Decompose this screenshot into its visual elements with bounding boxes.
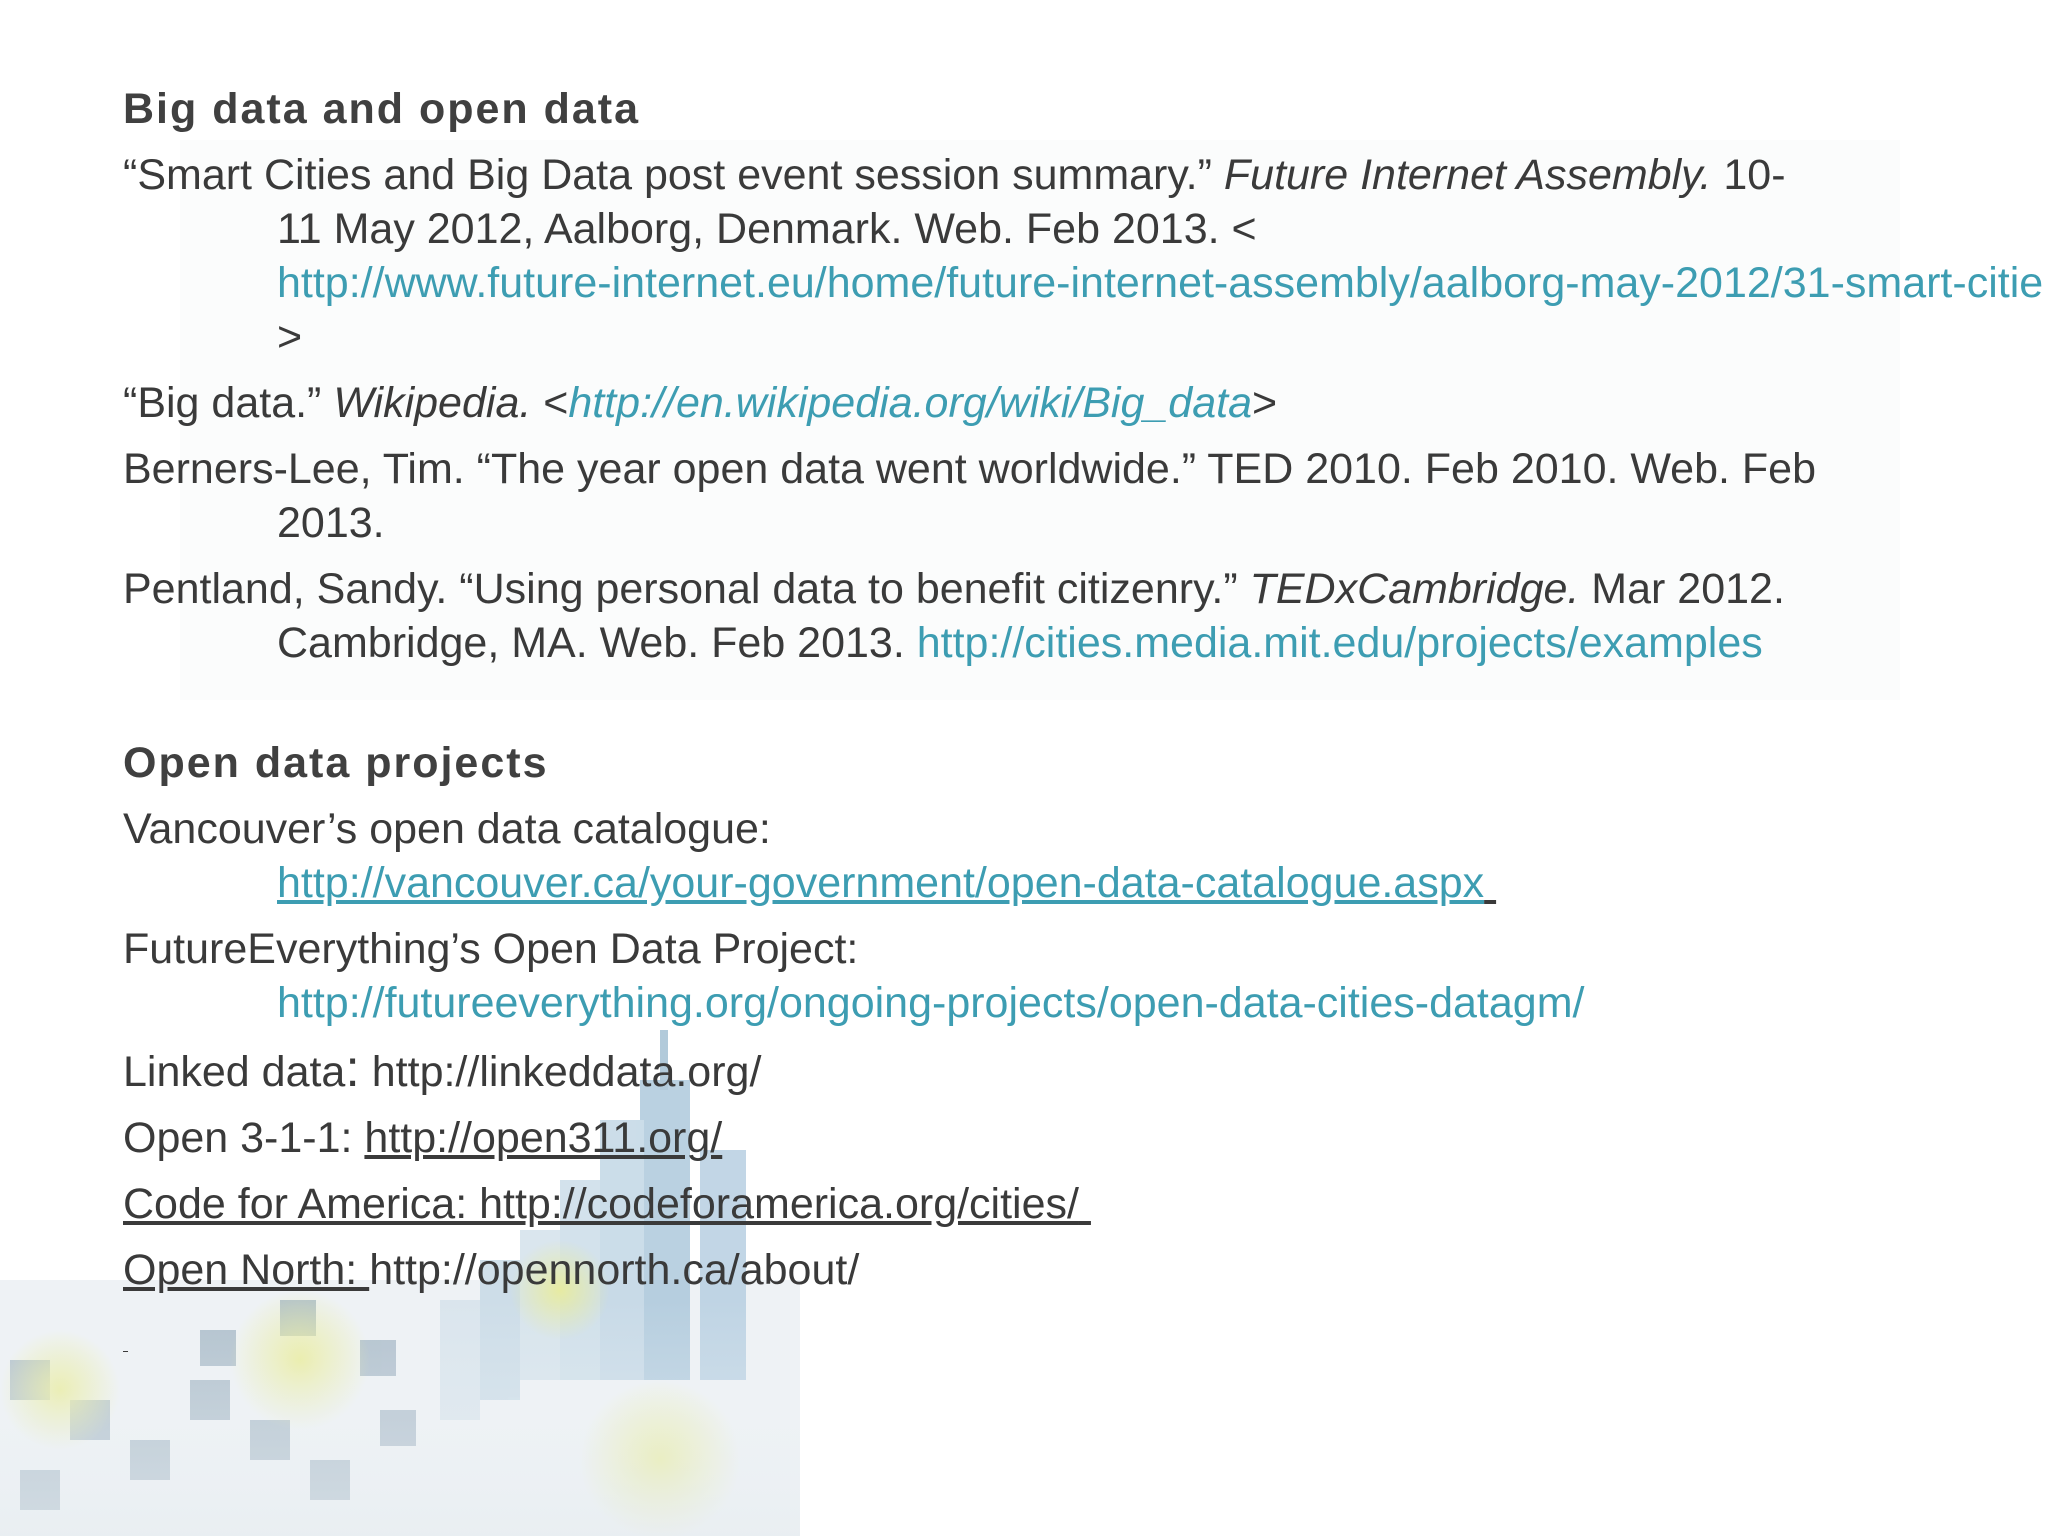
ref-text: < [531,379,569,427]
reference-big-data-wikipedia [123,376,2048,430]
wikipedia-link[interactable]: http://en.wikipedia.org/wiki/Big_data [568,379,1252,427]
reference-code-for-america [123,1177,2048,1231]
trailing-underline [1079,1180,1091,1228]
ref-text: Open 3-1-1: [123,1114,365,1162]
mit-cities-link[interactable]: http://cities.media.mit.edu/projects/examples [916,619,1763,667]
reference-open311 [123,1111,2048,1165]
open311-link[interactable]: http://open311.org/ [364,1114,723,1162]
opennorth-link[interactable]: http://opennorth.ca/about/ [369,1246,860,1294]
trailing-underline [123,1334,128,1354]
ref-text: Linked data [123,1048,346,1096]
reference-smart-cities [123,148,2048,364]
ref-text: > [277,313,303,361]
section-heading-open-data-projects: Open data projects [123,739,549,787]
ref-text: FutureEverything’s Open Data Project: [123,925,859,973]
ref-text: : [345,1040,360,1098]
ref-source-italic: Wikipedia. [333,379,532,427]
reference-open-north [123,1243,2048,1297]
reference-futureeverything [123,922,2048,1030]
ref-source-italic: TEDxCambridge. [1249,565,1580,613]
ref-text: Mar 2012. [1579,565,1785,613]
ref-text: Cambridge, MA. Web. Feb 2013. [277,619,917,667]
vancouver-catalogue-link[interactable]: http://vancouver.ca/your-government/open-data-catalogue.aspx [277,859,1485,907]
section-heading-big-data: Big data and open data [123,85,641,133]
linkeddata-link[interactable]: http://linkeddata.org/ [359,1048,762,1096]
reference-vancouver [123,802,2048,910]
future-internet-link[interactable]: http://www.future-internet.eu/home/future-internet-assembly/aalborg-may-2012/31-smart-citie [277,259,2044,307]
ref-source-italic: Future Internet Assembly. [1223,151,1712,199]
ref-text: 11 May 2012, Aalborg, Denmark. Web. Feb 2013. < [277,205,1257,253]
ref-text: “Smart Cities and Big Data post event session summary.” [123,151,1224,199]
section-spacer [123,682,2048,732]
empty-underlined-line [123,1309,2048,1371]
ref-text: Berners-Lee, Tim. “The year open data went worldwide.” TED 2010. Feb 2010. Web. Feb [123,445,1816,493]
ref-text: Vancouver’s open data catalogue: [123,805,771,853]
ref-text: 2013. [277,499,385,547]
ref-text: 10- [1711,151,1786,199]
ref-text: Open North: [123,1246,370,1294]
ref-text: > [1252,379,1278,427]
ref-text: “Big data.” [123,379,334,427]
reference-berners-lee [123,442,2048,550]
codeforamerica-link[interactable]: Code for America: http://codeforamerica.org/cities/ [123,1180,1079,1228]
futureeverything-link[interactable]: http://futureeverything.org/ongoing-projects/open-data-cities-datagm/ [277,979,1585,1027]
reference-pentland [123,562,2048,670]
ref-text: Pentland, Sandy. “Using personal data to benefit citizenry.” [123,565,1250,613]
trailing-underline [1484,859,1496,907]
reference-linked-data [123,1042,2048,1099]
references-content [123,78,2048,1383]
